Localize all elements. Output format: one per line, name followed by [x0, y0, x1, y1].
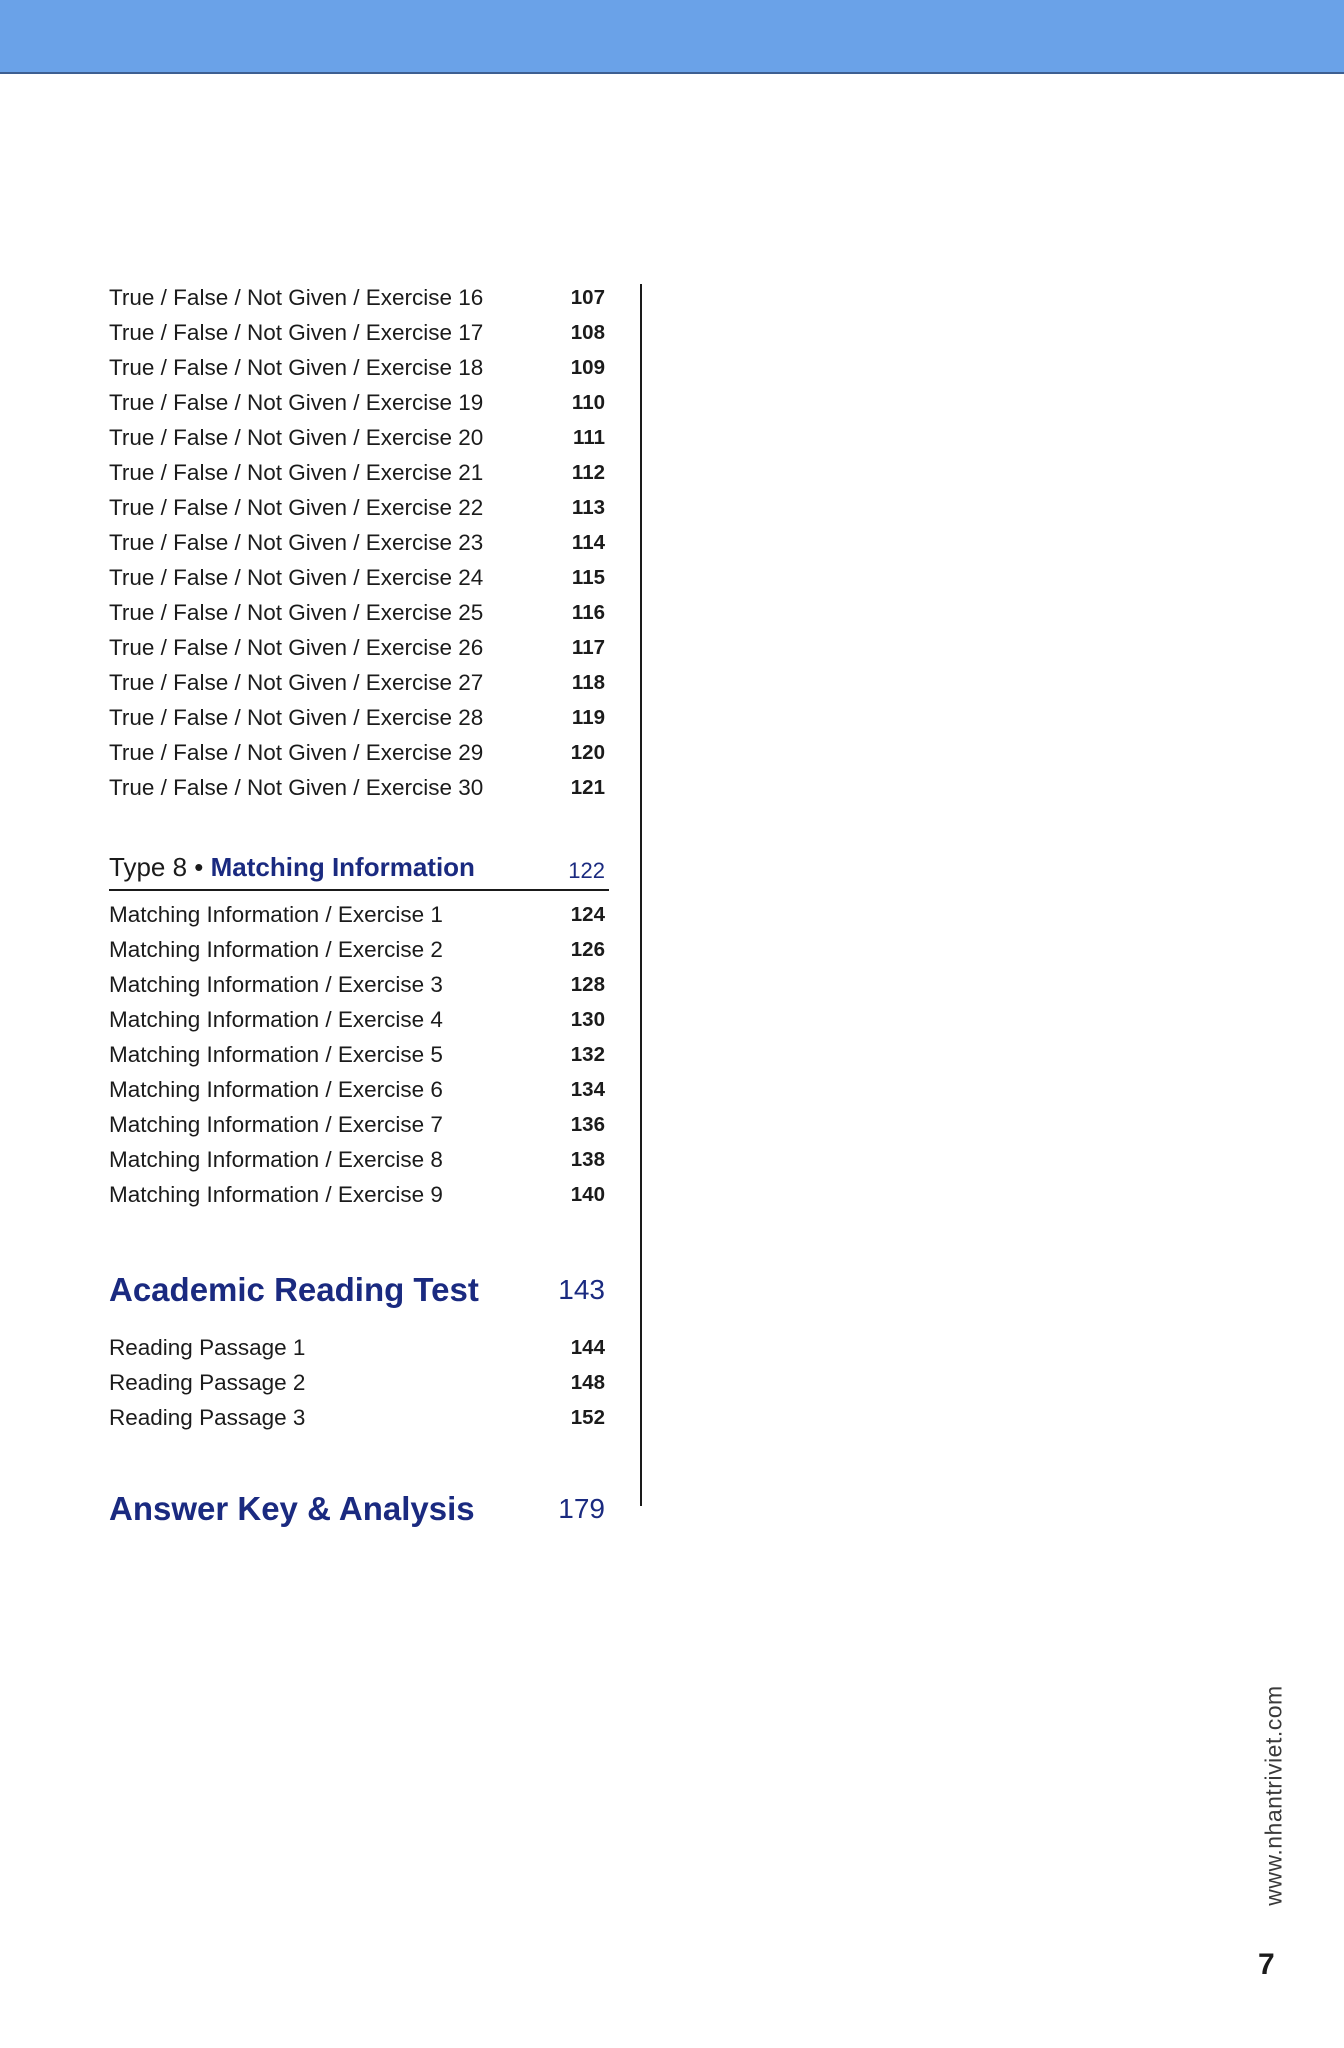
entry-label: True / False / Not Given / Exercise 25	[109, 600, 484, 625]
toc-row	[109, 1037, 609, 1072]
entry-page-number: 111	[573, 426, 605, 449]
table-of-contents	[109, 280, 609, 1539]
entry-page-number: 115	[571, 566, 605, 589]
entry-page-number: 140	[570, 1183, 605, 1206]
entry-label: True / False / Not Given / Exercise 17	[109, 320, 484, 345]
entry-label: True / False / Not Given / Exercise 18	[109, 355, 484, 380]
toc-row	[109, 1330, 609, 1365]
entry-label: True / False / Not Given / Exercise 16	[109, 285, 484, 310]
entry-page-number: 120	[570, 741, 605, 764]
entry-label: Matching Information / Exercise 2	[109, 937, 443, 962]
academic-reading-heading	[109, 1260, 609, 1320]
toc-row	[109, 897, 609, 932]
entry-label: Matching Information / Exercise 1	[109, 902, 443, 927]
entry-page-number: 119	[571, 706, 605, 729]
entry-page-number: 138	[570, 1148, 605, 1171]
entry-page-number: 110	[571, 391, 605, 414]
tf-exercise-list	[109, 280, 609, 805]
toc-row	[109, 1002, 609, 1037]
toc-row	[109, 630, 609, 665]
entry-label: Matching Information / Exercise 6	[109, 1077, 443, 1102]
answer-key-heading	[109, 1479, 609, 1539]
toc-row	[109, 455, 609, 490]
toc-row	[109, 350, 609, 385]
entry-label: True / False / Not Given / Exercise 20	[109, 425, 484, 450]
entry-page-number: 124	[570, 903, 605, 926]
entry-label: True / False / Not Given / Exercise 21	[109, 460, 484, 485]
entry-page-number: 107	[570, 286, 605, 309]
entry-label: True / False / Not Given / Exercise 19	[109, 390, 484, 415]
entry-label: Reading Passage 1	[109, 1335, 306, 1360]
entry-page-number: 144	[570, 1336, 605, 1359]
entry-page-number: 109	[570, 356, 605, 379]
entry-page-number: 114	[571, 531, 605, 554]
passage-list	[109, 1330, 609, 1435]
entry-page-number: 126	[570, 938, 605, 961]
entry-label: True / False / Not Given / Exercise 30	[109, 775, 484, 800]
toc-row	[109, 665, 609, 700]
entry-label: True / False / Not Given / Exercise 28	[109, 705, 484, 730]
section-title: Matching Information	[210, 852, 475, 882]
mi-exercise-list	[109, 897, 609, 1212]
academic-title: Academic Reading Test	[109, 1271, 479, 1308]
website-url: www.nhantriviet.com	[1260, 1684, 1287, 1906]
toc-row	[109, 420, 609, 455]
entry-label: Reading Passage 3	[109, 1405, 306, 1430]
entry-page-number: 136	[570, 1113, 605, 1136]
section-prefix: Type 8 •	[109, 852, 204, 882]
toc-row	[109, 595, 609, 630]
entry-page-number: 130	[570, 1008, 605, 1031]
top-color-band	[0, 0, 1344, 74]
entry-page-number: 132	[570, 1043, 605, 1066]
answer-key-title: Answer Key & Analysis	[109, 1490, 475, 1527]
entry-label: Matching Information / Exercise 7	[109, 1112, 443, 1137]
entry-page-number: 152	[570, 1406, 605, 1429]
toc-row	[109, 525, 609, 560]
page-number: 7	[1258, 1948, 1275, 1981]
entry-label: Matching Information / Exercise 9	[109, 1182, 443, 1207]
toc-row	[109, 315, 609, 350]
side-url-container	[1244, 1660, 1304, 1930]
entry-page-number: 134	[570, 1078, 605, 1101]
entry-label: True / False / Not Given / Exercise 26	[109, 635, 484, 660]
entry-label: Matching Information / Exercise 4	[109, 1007, 443, 1032]
vertical-divider	[640, 284, 642, 1506]
toc-row	[109, 1107, 609, 1142]
entry-page-number: 118	[571, 671, 605, 694]
entry-page-number: 121	[570, 776, 605, 799]
entry-label: True / False / Not Given / Exercise 22	[109, 495, 484, 520]
toc-row	[109, 700, 609, 735]
toc-row	[109, 1177, 609, 1212]
toc-row	[109, 770, 609, 805]
toc-row	[109, 967, 609, 1002]
entry-page-number: 112	[571, 461, 605, 484]
answer-key-page: 179	[558, 1493, 605, 1524]
entry-label: True / False / Not Given / Exercise 23	[109, 530, 484, 555]
entry-page-number: 128	[570, 973, 605, 996]
toc-row	[109, 1142, 609, 1177]
toc-row	[109, 1365, 609, 1400]
section-heading-type-8	[109, 845, 609, 891]
entry-label: Matching Information / Exercise 3	[109, 972, 443, 997]
entry-label: True / False / Not Given / Exercise 29	[109, 740, 484, 765]
entry-label: Matching Information / Exercise 5	[109, 1042, 443, 1067]
entry-label: Reading Passage 2	[109, 1370, 306, 1395]
entry-page-number: 113	[571, 496, 605, 519]
toc-row	[109, 560, 609, 595]
toc-row	[109, 932, 609, 967]
entry-page-number: 116	[571, 601, 605, 624]
toc-row	[109, 490, 609, 525]
section-page: 122	[568, 858, 605, 883]
entry-page-number: 117	[571, 636, 605, 659]
toc-row	[109, 1400, 609, 1435]
entry-label: True / False / Not Given / Exercise 24	[109, 565, 484, 590]
entry-page-number: 108	[570, 321, 605, 344]
toc-row	[109, 280, 609, 315]
toc-row	[109, 1072, 609, 1107]
toc-row	[109, 735, 609, 770]
entry-label: True / False / Not Given / Exercise 27	[109, 670, 484, 695]
academic-page: 143	[558, 1274, 605, 1305]
entry-page-number: 148	[570, 1371, 605, 1394]
entry-label: Matching Information / Exercise 8	[109, 1147, 443, 1172]
toc-row	[109, 385, 609, 420]
